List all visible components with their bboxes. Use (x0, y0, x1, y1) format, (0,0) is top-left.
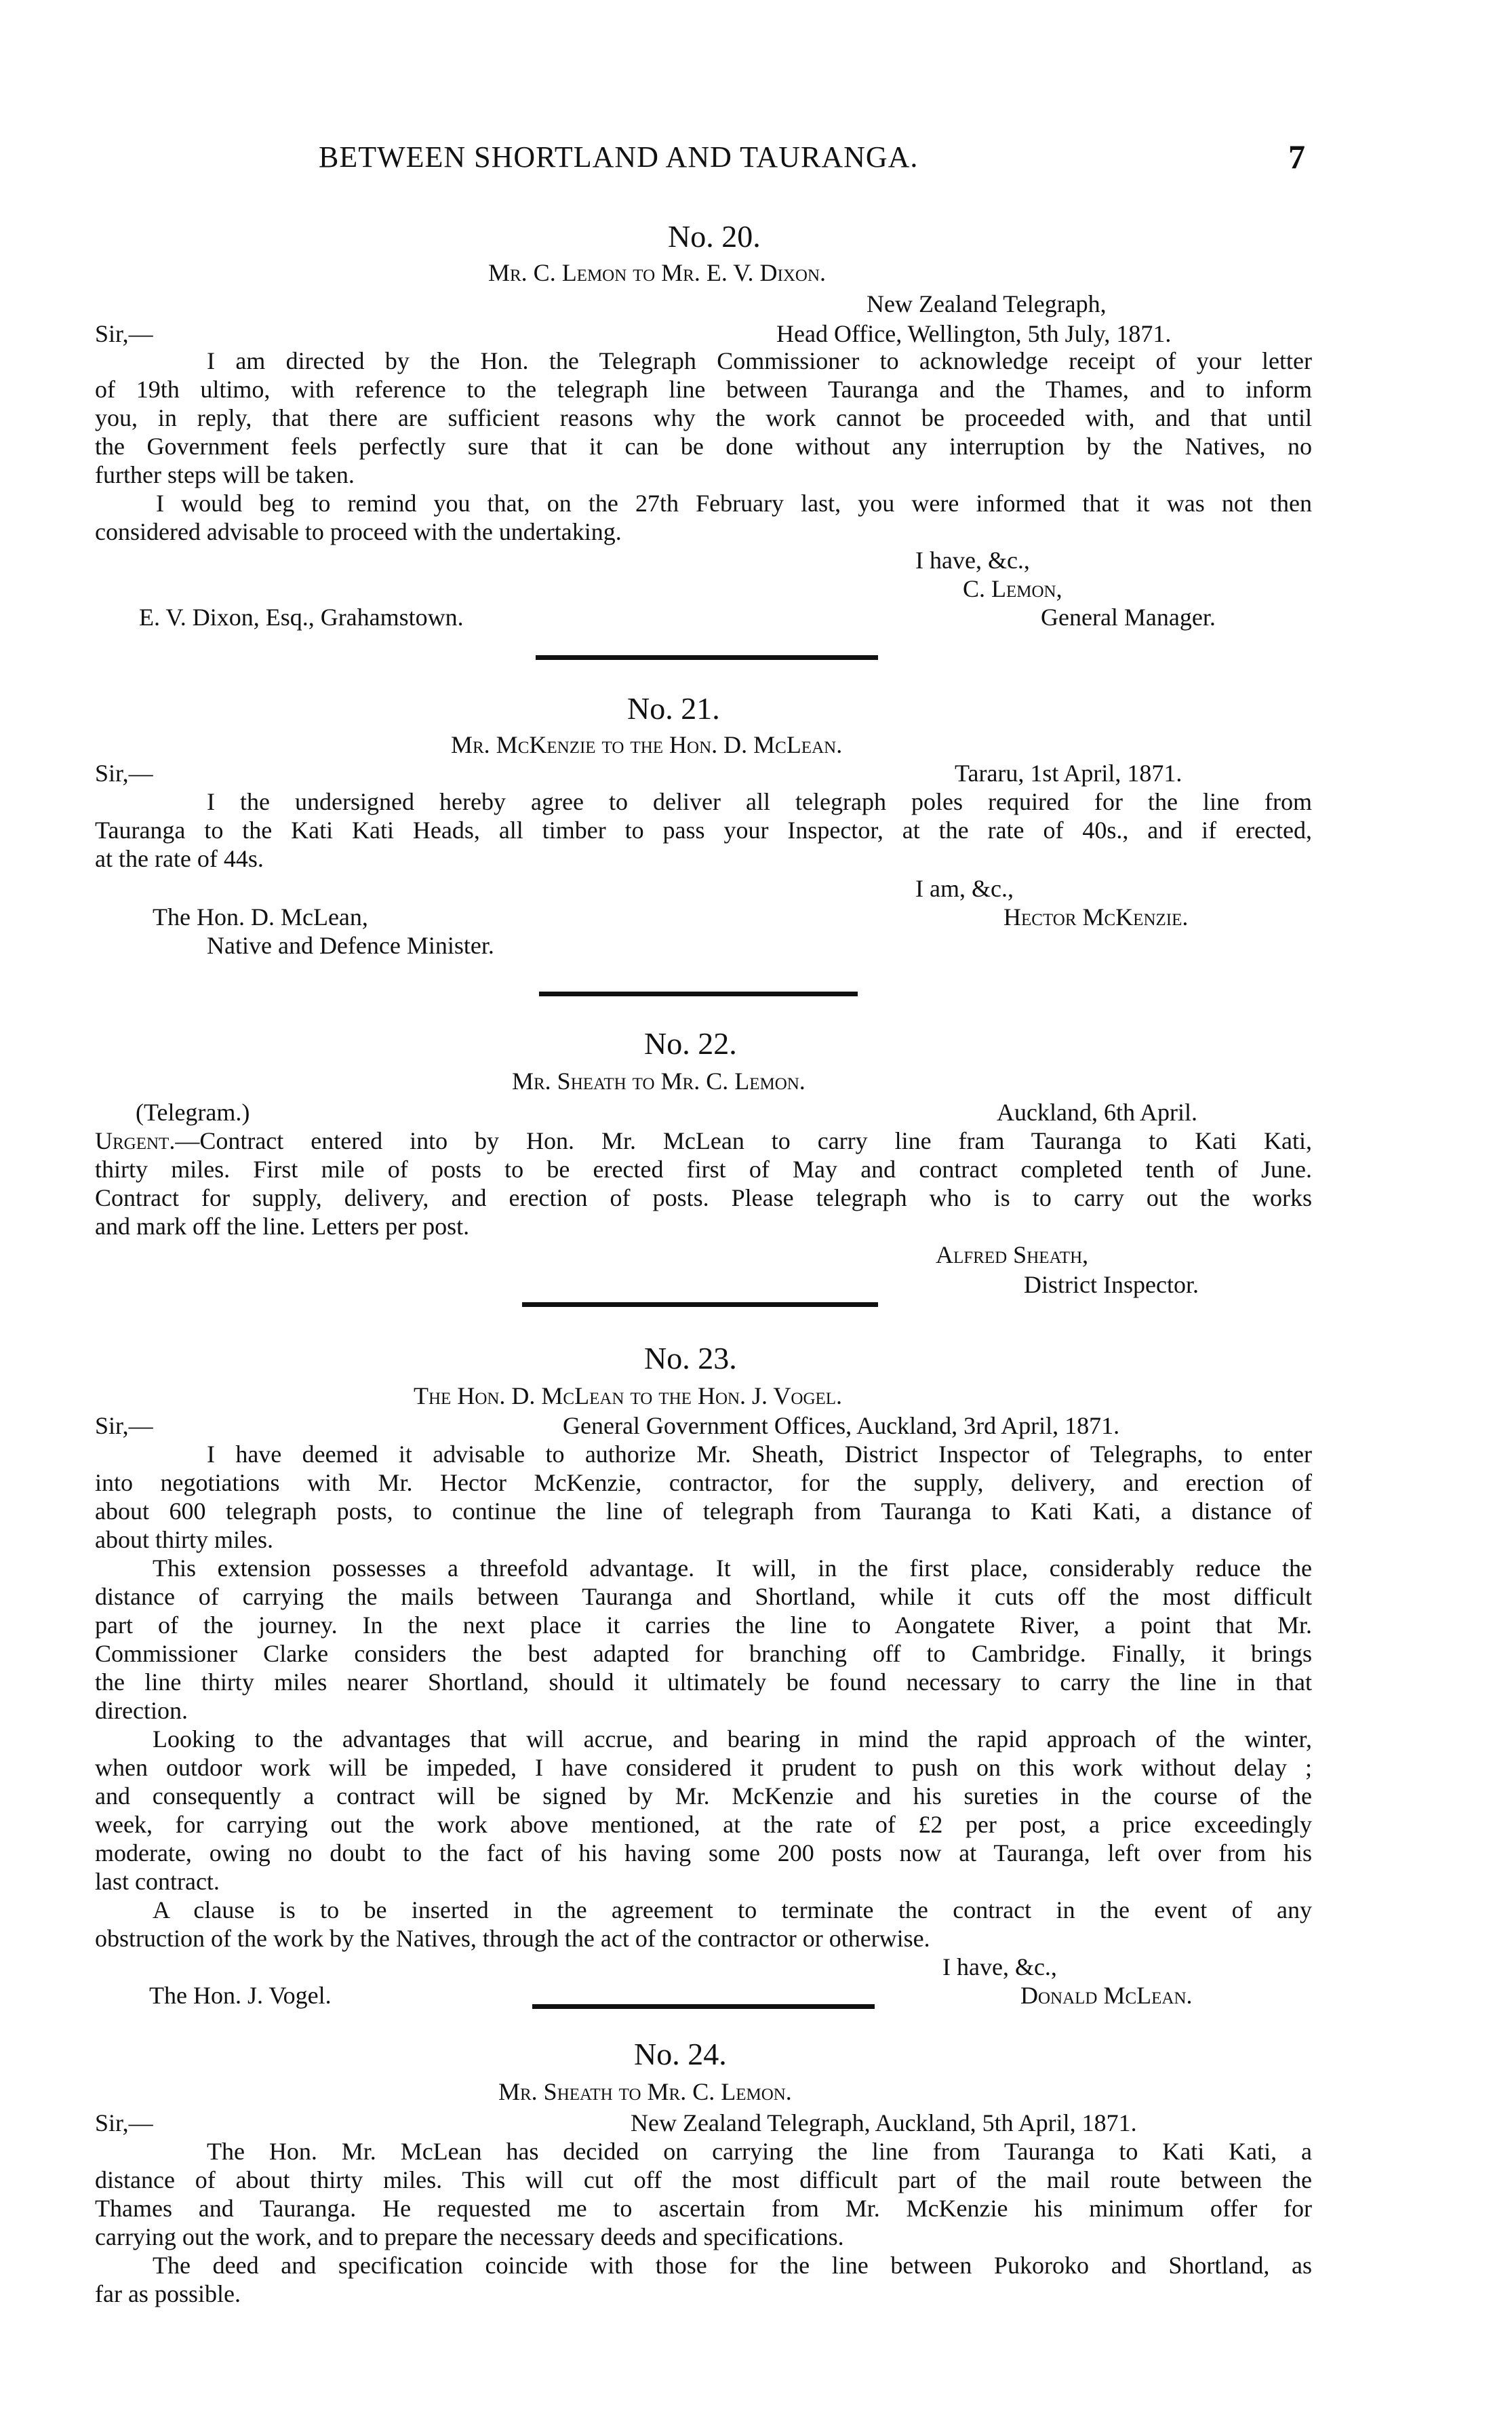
body-line: last contract. (95, 1868, 220, 1895)
section-divider (536, 655, 878, 660)
page-number: 7 (1288, 138, 1305, 176)
body-line-first (95, 1126, 1312, 1156)
body-line: A clause is to be inserted in the agreement to terminate the contract in the event of any (153, 1896, 1312, 1923)
body-line: and consequently a contract will be signed by Mr. McKenzie and his sureties in the course of the (95, 1782, 1312, 1810)
body-line: the line thirty miles nearer Shortland, should it ultimately be found necessary to carry the line in that (95, 1668, 1312, 1696)
closing: I have, &c., (915, 547, 1030, 574)
addressee-line2: Native and Defence Minister. (207, 932, 494, 959)
body-line: I the undersigned hereby agree to deliver all telegraph poles required for the line from (207, 788, 1312, 815)
letter-number: No. 22. (644, 1026, 737, 1061)
body-line: distance of carrying the mails between Tauranga and Shortland, while it cuts off the most difficult (95, 1583, 1312, 1610)
letter-place: Tararu, 1st April, 1871. (955, 760, 1182, 787)
body-line: obstruction of the work by the Natives, through the act of the contractor or otherwise. (95, 1925, 930, 1952)
body-line: you, in reply, that there are sufficient reasons why the work cannot be proceeded with, and that until (95, 404, 1312, 431)
body-line: The deed and specification coincide with those for the line between Pukoroko and Shortland, as (153, 2252, 1312, 2279)
salutation: Sir,— (95, 1412, 153, 1439)
body-line: further steps will be taken. (95, 461, 355, 488)
body-line: direction. (95, 1697, 188, 1724)
body-line: considered advisable to proceed with the undertaking. (95, 518, 622, 545)
letter-from-to: Mr. Sheath to Mr. C. Lemon. (512, 1068, 805, 1095)
body-line: carrying out the work, and to prepare the necessary deeds and specifications. (95, 2223, 844, 2250)
letter-number: No. 24. (634, 2037, 727, 2071)
body-line: moderate, owing no doubt to the fact of his having some 200 posts now at Tauranga, left over from his (95, 1839, 1312, 1866)
salutation: Sir,— (95, 760, 153, 787)
letter-place: Auckland, 6th April. (997, 1099, 1197, 1126)
letter-place: General Government Offices, Auckland, 3rd April, 1871. (563, 1412, 1120, 1439)
body-line: Commissioner Clarke considers the best adapted for branching off to Cambridge. Finally, it brings (95, 1640, 1312, 1667)
signature: Donald McLean. (1020, 1982, 1193, 2009)
body-line: Contract for supply, delivery, and erection of posts. Please telegraph who is to carry out the works (95, 1184, 1312, 1211)
body-line: and mark off the line. Letters per post. (95, 1213, 470, 1240)
letter-number: No. 21. (627, 691, 720, 726)
section-divider (522, 1302, 878, 1307)
body-line: Thames and Tauranga. He requested me to ascertain from Mr. McKenzie his minimum offer for (95, 2195, 1312, 2222)
body-line: The Hon. Mr. McLean has decided on carrying the line from Tauranga to Kati Kati, a (207, 2138, 1312, 2165)
letter-place-line2: Head Office, Wellington, 5th July, 1871. (776, 320, 1172, 347)
body-line: of 19th ultimo, with reference to the telegraph line between Tauranga and the Thames, and to inform (95, 376, 1312, 403)
signature: C. Lemon, (963, 575, 1062, 602)
section-divider (539, 992, 858, 996)
letter-from-to: Mr. McKenzie to the Hon. D. McLean. (451, 731, 843, 758)
body-line: about 600 telegraph posts, to continue the line of telegraph from Tauranga to Kati Kati, a distance of (95, 1498, 1312, 1525)
addressee-line1: The Hon. D. McLean, (153, 903, 368, 931)
addressee: E. V. Dixon, Esq., Grahamstown. (139, 604, 464, 631)
closing: I am, &c., (915, 875, 1014, 902)
urgent-label: Urgent. (95, 1127, 176, 1154)
body-line: about thirty miles. (95, 1526, 273, 1553)
body-line: far as possible. (95, 2280, 241, 2307)
running-header-title: BETWEEN SHORTLAND AND TAURANGA. (319, 140, 919, 174)
body-line: I would beg to remind you that, on the 27th February last, you were informed that it was not then (156, 490, 1312, 517)
letter-from-to: The Hon. D. McLean to the Hon. J. Vogel. (414, 1382, 843, 1409)
body-line: I have deemed it advisable to authorize Mr. Sheath, District Inspector of Telegraphs, to enter (207, 1441, 1312, 1468)
body-line: —Contract entered into by Hon. Mr. McLean to carry line fram Tauranga to Kati Kati, (175, 1127, 1312, 1154)
body-line: the Government feels perfectly sure that it can be done without any interruption by the Natives, no (95, 433, 1312, 460)
closing: I have, &c., (942, 1953, 1057, 1980)
section-divider (532, 2004, 875, 2009)
salutation: Sir,— (95, 320, 153, 347)
signer-title: General Manager. (1041, 604, 1216, 631)
letter-from-to: Mr. Sheath to Mr. C. Lemon. (498, 2078, 792, 2105)
letter-from-to: Mr. C. Lemon to Mr. E. V. Dixon. (488, 259, 827, 286)
body-line: into negotiations with Mr. Hector McKenzie, contractor, for the supply, delivery, and erection of (95, 1469, 1312, 1496)
letter-place-line1: New Zealand Telegraph, (867, 290, 1107, 317)
letter-place: New Zealand Telegraph, Auckland, 5th April, 1871. (631, 2109, 1137, 2136)
body-line: Looking to the advantages that will accrue, and bearing in mind the rapid approach of the winter, (153, 1725, 1312, 1753)
letter-number: No. 23. (644, 1341, 737, 1375)
salutation: Sir,— (95, 2109, 153, 2136)
body-line: I am directed by the Hon. the Telegraph Commissioner to acknowledge receipt of your letter (207, 347, 1312, 374)
addressee: The Hon. J. Vogel. (149, 1982, 332, 2009)
body-line: distance of about thirty miles. This will cut off the most difficult part of the mail route between the (95, 2166, 1312, 2193)
telegram-label: (Telegram.) (136, 1099, 250, 1126)
body-line: Tauranga to the Kati Kati Heads, all timber to pass your Inspector, at the rate of 40s., and if erected, (95, 817, 1312, 844)
signature: Hector McKenzie. (1003, 903, 1189, 931)
body-line: thirty miles. First mile of posts to be erected first of May and contract completed tenth of June. (95, 1156, 1312, 1183)
signature: Alfred Sheath, (936, 1241, 1089, 1268)
body-line: part of the journey. In the next place it carries the line to Aongatete River, a point that Mr. (95, 1611, 1312, 1639)
body-line: at the rate of 44s. (95, 845, 264, 872)
body-line: This extension possesses a threefold advantage. It will, in the first place, considerably reduce the (153, 1555, 1312, 1582)
body-line: week, for carrying out the work above mentioned, at the rate of £2 per post, a price exceedingly (95, 1811, 1312, 1838)
signer-title: District Inspector. (1024, 1271, 1199, 1298)
body-line: when outdoor work will be impeded, I have considered it prudent to push on this work without delay ; (95, 1754, 1312, 1781)
letter-number: No. 20. (668, 219, 761, 254)
